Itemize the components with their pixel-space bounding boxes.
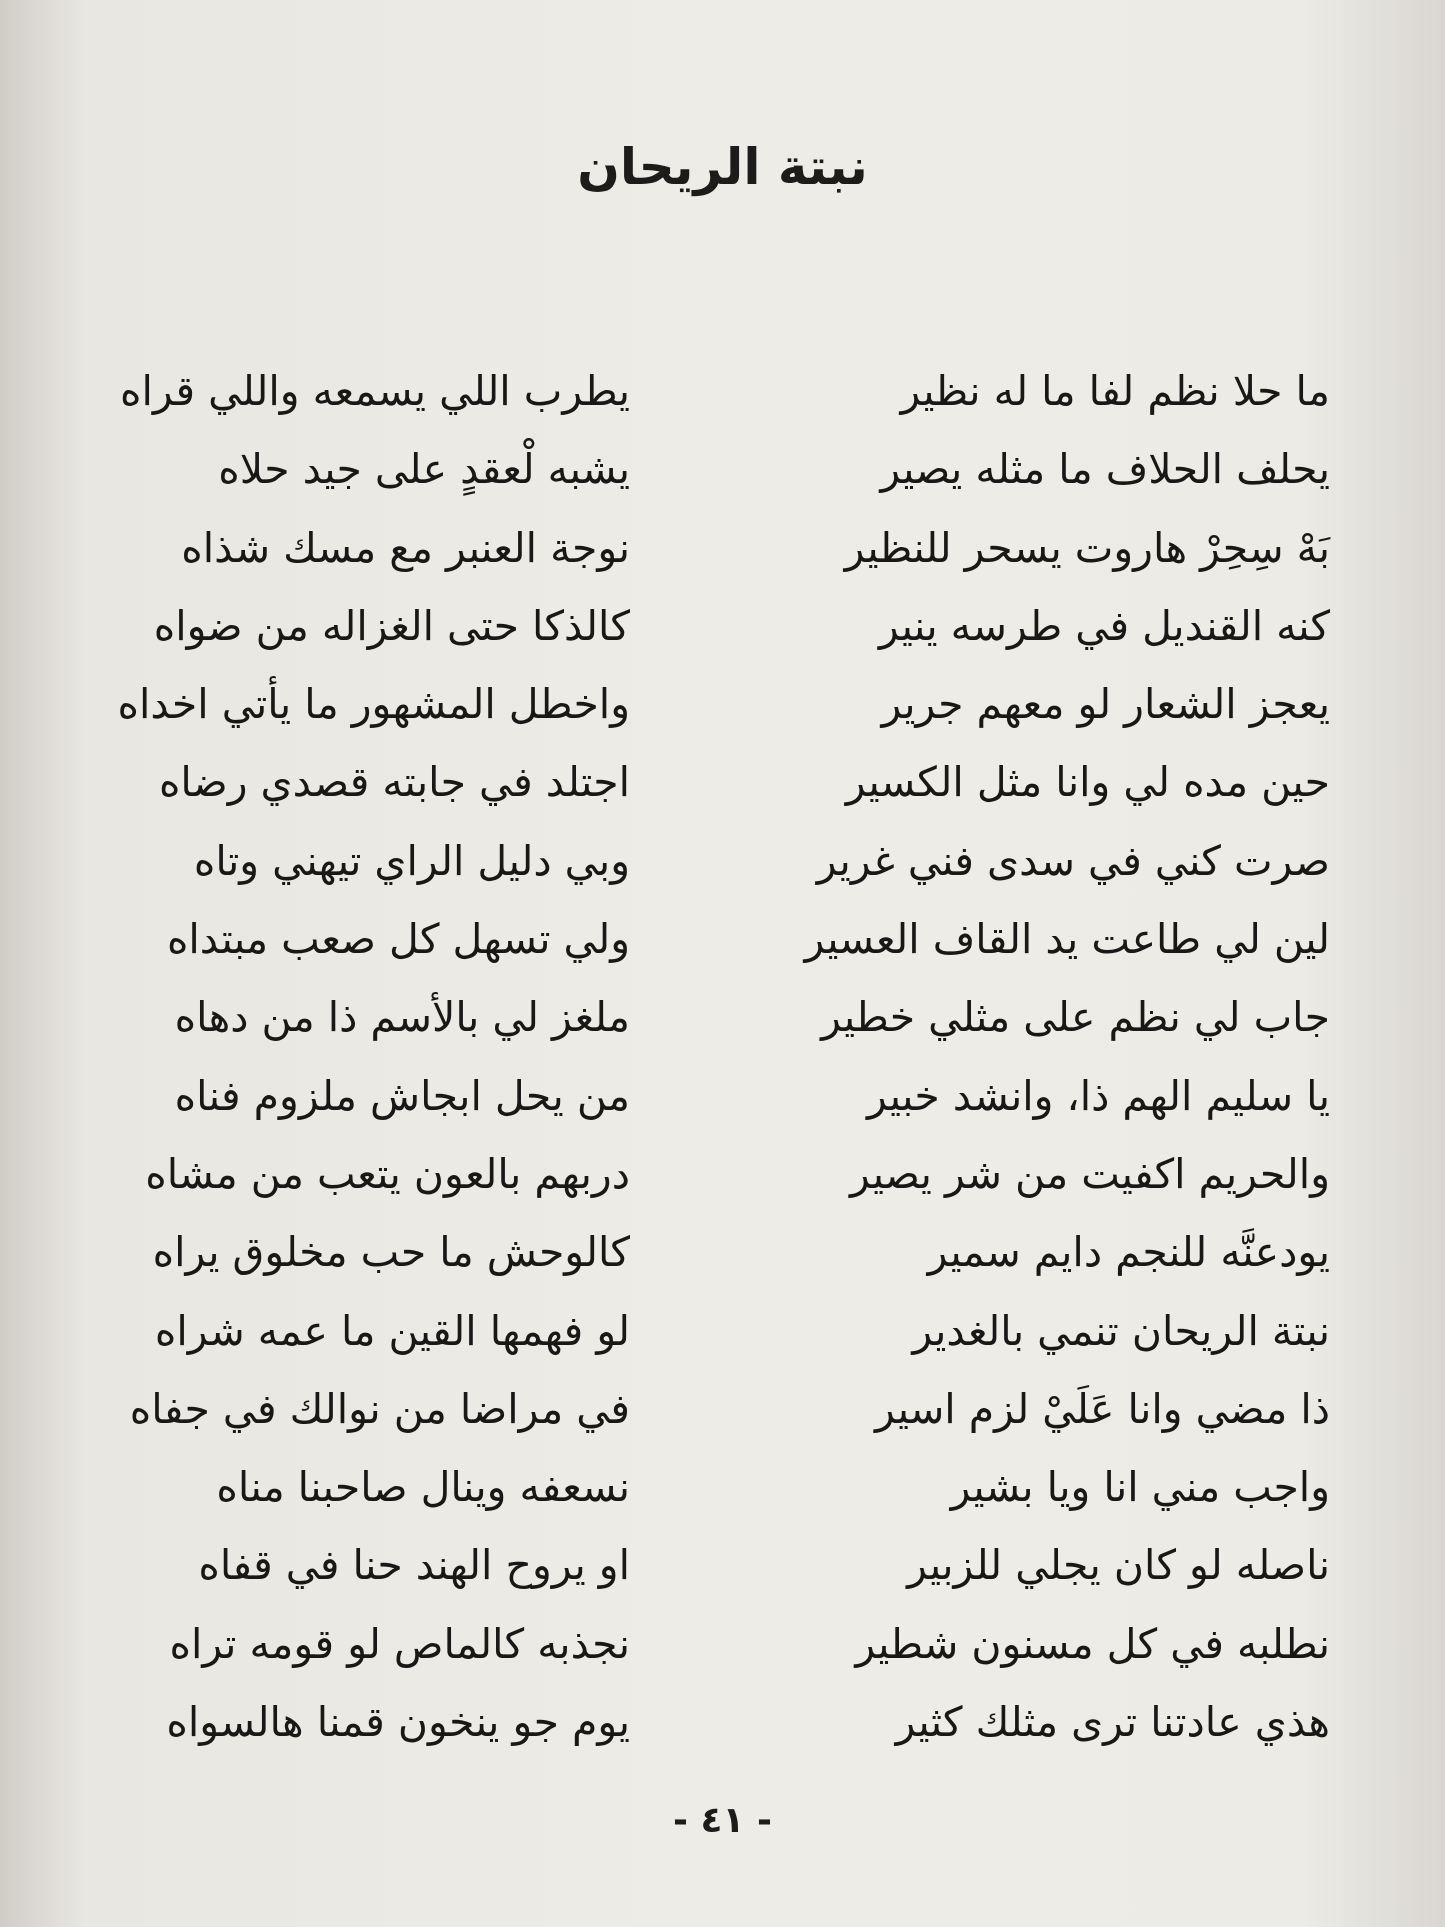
poem-line: هذي عادتنا ترى مثلك كثير bbox=[895, 1698, 1330, 1747]
poem-line: من يحل ابجاش ملزوم فناه bbox=[174, 1071, 630, 1120]
poem-line: نسعفه وينال صاحبنا مناه bbox=[216, 1463, 630, 1512]
poem-line: نطلبه في كل مسنون شطير bbox=[855, 1619, 1330, 1668]
poem-line: يودعنَّه للنجم دايم سمير bbox=[927, 1228, 1330, 1277]
poem-line: في مراضا من نوالك في جفاه bbox=[129, 1384, 630, 1433]
second-hemistich-column bbox=[60, 352, 630, 1761]
poem-line: حين مده لي وانا مثل الكسير bbox=[845, 758, 1330, 807]
poem-line: جاب لي نظم على مثلي خطير bbox=[821, 993, 1330, 1042]
poem-line: كالذكا حتى الغزاله من ضواه bbox=[153, 601, 630, 650]
poem-line: يشبه لْعقدٍ على جيد حلاه bbox=[218, 445, 630, 494]
poem-line: يحلف الحلاف ما مثله يصير bbox=[880, 445, 1330, 494]
poem-line: اجتلد في جابته قصدي رضاه bbox=[158, 758, 630, 807]
poem-line: واخطل المشهور ما يأتي اخداه bbox=[117, 680, 630, 729]
poem-line: دربهم بالعون يتعب من مشاه bbox=[145, 1149, 630, 1198]
poem-line: نبتة الريحان تنمي بالغدير bbox=[912, 1306, 1330, 1355]
poem-line: يا سليم الهم ذا، وانشد خبير bbox=[866, 1071, 1330, 1120]
poem-line: بَهْ سِحِرْ هاروت يسحر للنظير bbox=[844, 523, 1330, 572]
first-hemistich-column bbox=[740, 352, 1330, 1761]
poem-line: كنه القنديل في طرسه ينير bbox=[878, 601, 1330, 650]
poem-line: واجب مني انا ويا بشير bbox=[950, 1463, 1330, 1512]
poem-line: ما حلا نظم لفا ما له نظير bbox=[900, 367, 1330, 415]
poem-line: لو فهمها القين ما عمه شراه bbox=[154, 1306, 630, 1355]
poem-line: كالوحش ما حب مخلوق يراه bbox=[152, 1228, 630, 1277]
poem-line: ولي تسهل كل صعب مبتداه bbox=[166, 915, 630, 964]
poem-line: نوجة العنبر مع مسك شذاه bbox=[181, 523, 630, 572]
poem-line: او يروح الهند حنا في قفاه bbox=[198, 1541, 630, 1590]
poem-title: نبتة الريحان bbox=[577, 138, 868, 196]
poem-line: يطرب اللي يسمعه واللي قراه bbox=[120, 367, 630, 415]
poem-line: ملغز لي بالأسم ذا من دهاه bbox=[174, 993, 630, 1042]
poem-line: نجذبه كالماص لو قومه تراه bbox=[169, 1619, 630, 1668]
page-number: - ٤١ - bbox=[673, 1800, 772, 1841]
poem-line: يعجز الشعار لو معهم جرير bbox=[881, 680, 1330, 729]
poem-line: وبي دليل الراي تيهني وتاه bbox=[193, 836, 630, 885]
poem-line: يوم جو ينخون قمنا هالسواه bbox=[166, 1698, 630, 1747]
poem-line: ذا مضي وانا عَلَيْ لزم اسير bbox=[874, 1384, 1330, 1433]
poem-line: والحريم اكفيت من شر يصير bbox=[850, 1149, 1330, 1198]
poem-line: ناصله لو كان يجلي للزبير bbox=[907, 1541, 1330, 1590]
poem-line: لين لي طاعت يد القاف العسير bbox=[804, 915, 1330, 964]
poem-line: صرت كني في سدى فني غرير bbox=[816, 836, 1330, 885]
